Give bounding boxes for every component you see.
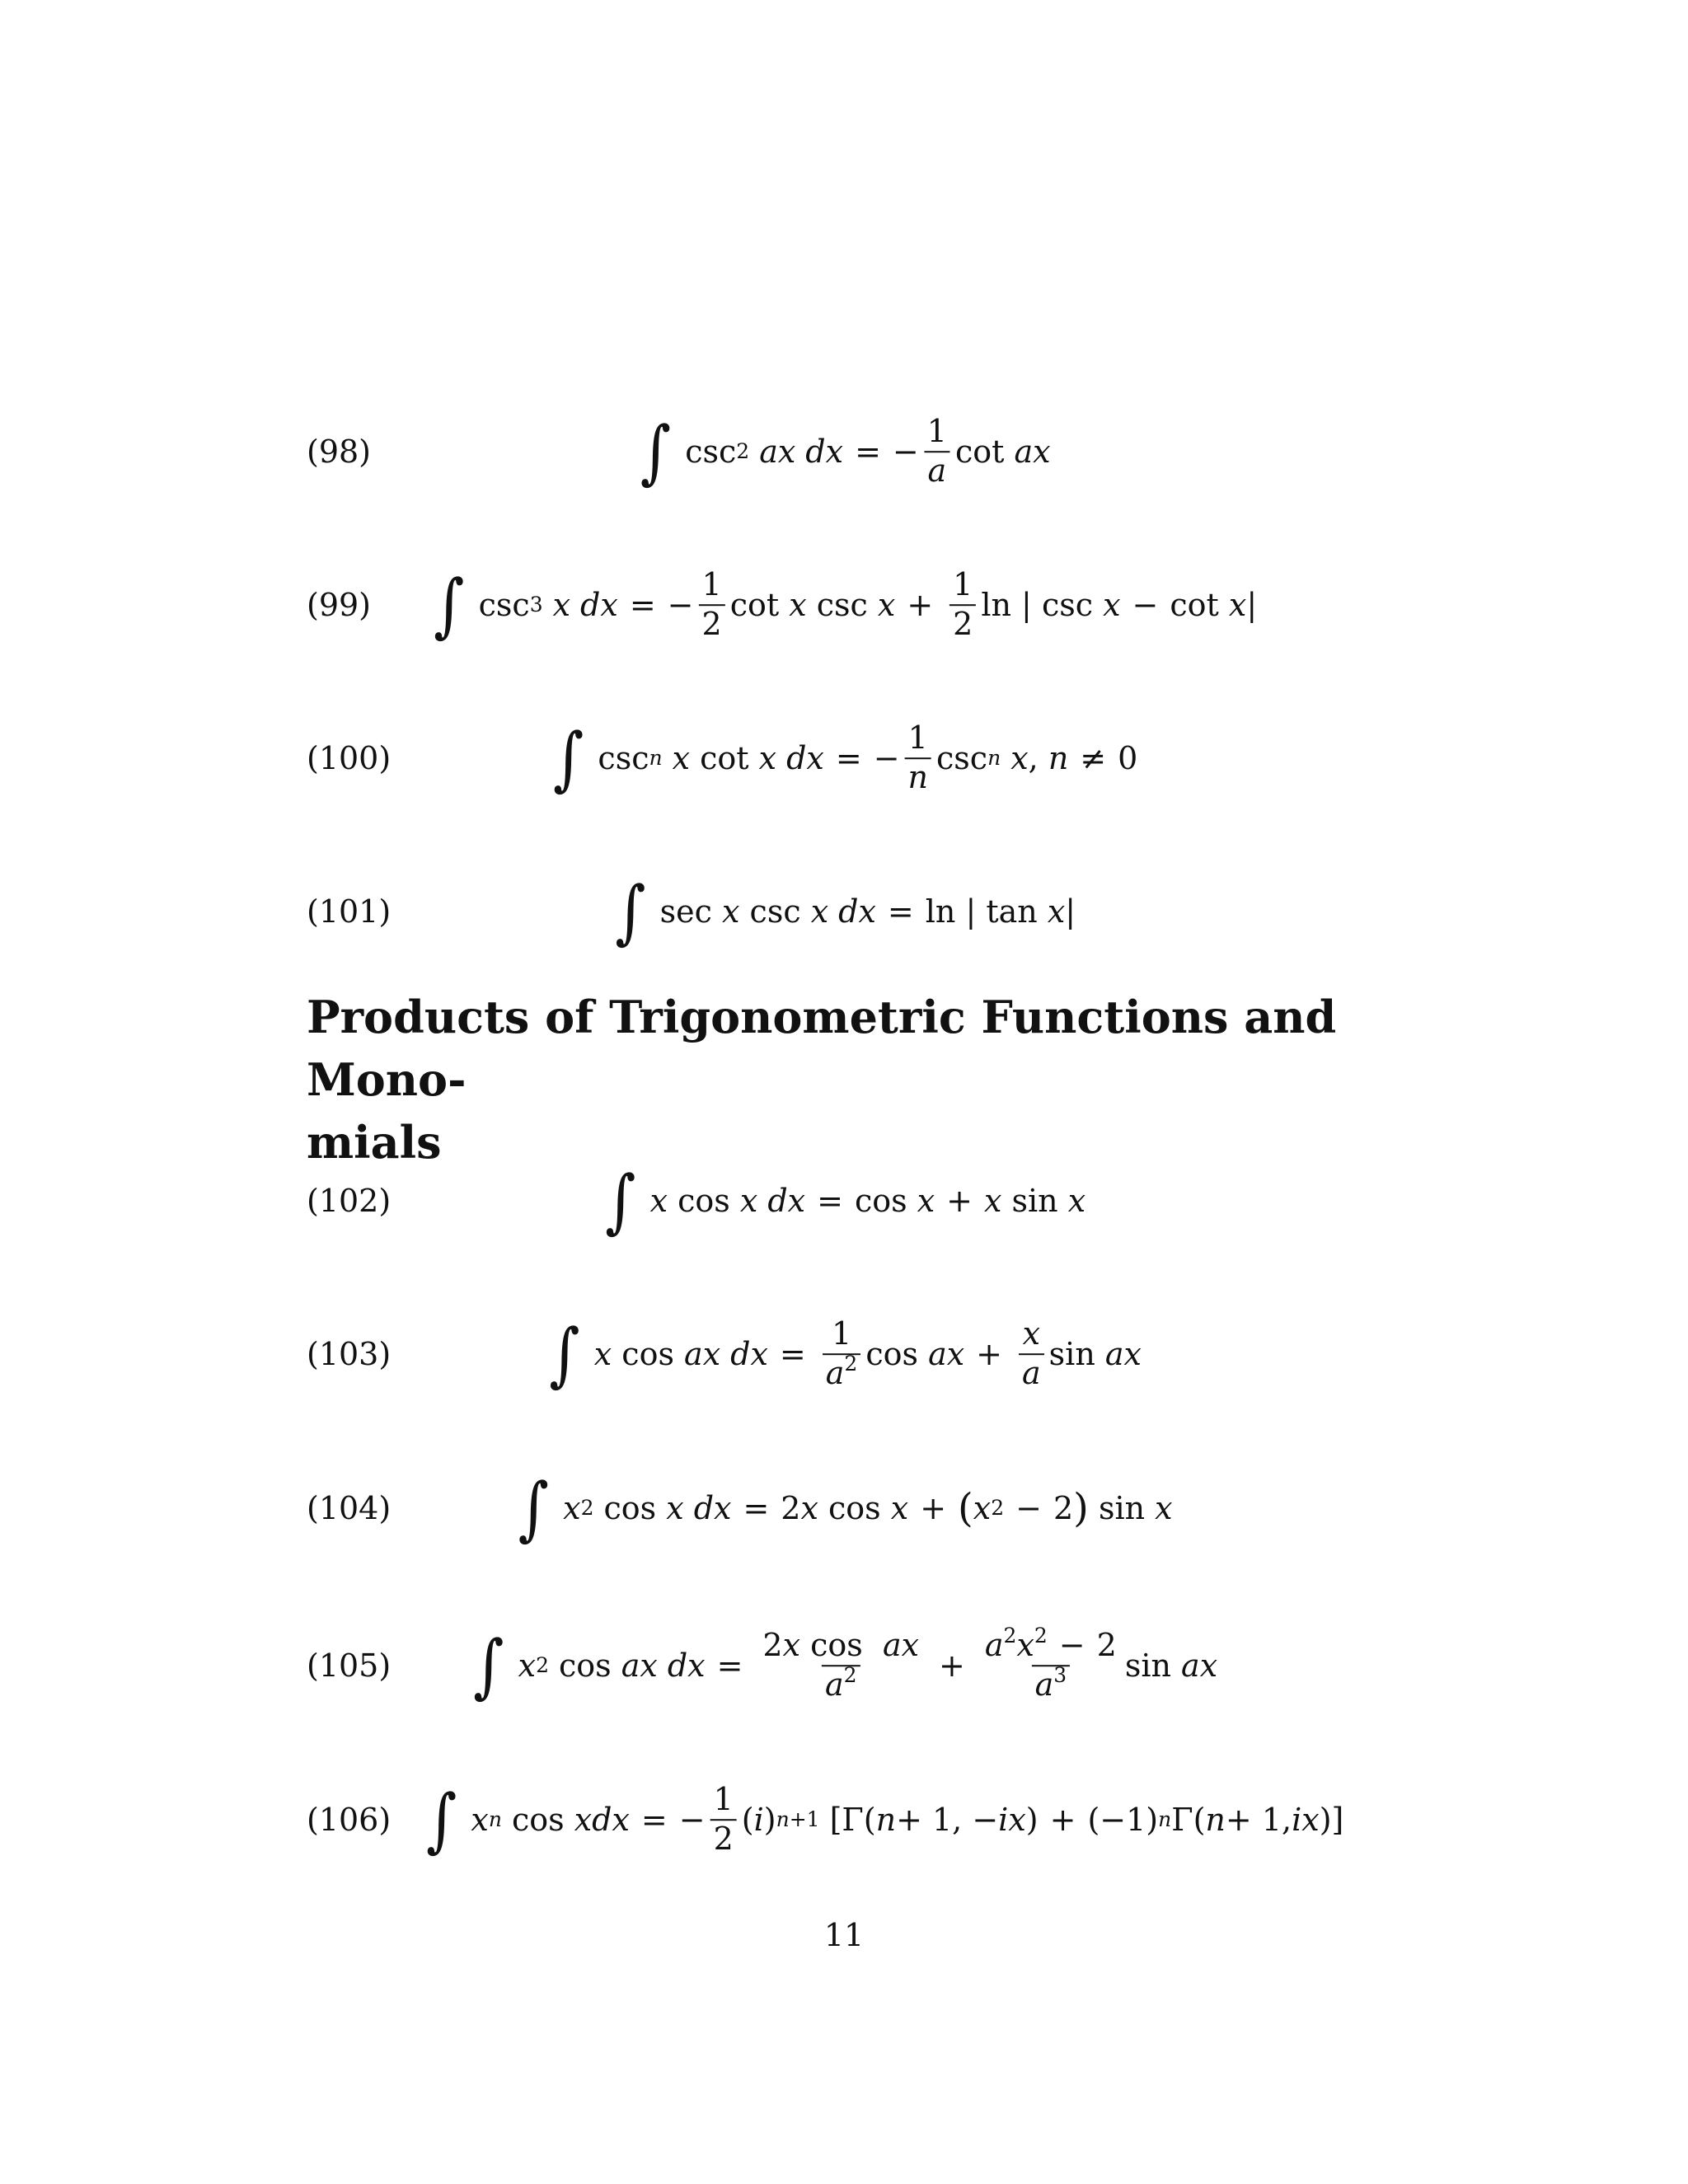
equation-102: ∫ x cos x dx = cos x + x sin x xyxy=(605,1160,1086,1241)
equation-number: (105) xyxy=(307,1647,392,1684)
equation-103: ∫ x cos ax dx = $\frac{1}{a^2}$ cos ax + $\frac{x}{a}$ sin ax xyxy=(549,1314,1142,1394)
equation-number: (104) xyxy=(307,1490,392,1526)
equation-number: (99) xyxy=(307,587,372,623)
equation-104: ∫ x 2 cos x dx = 2 x cos x + ( x 2 − 2 ) sin x xyxy=(518,1468,1173,1549)
equation-105: ∫ x 2 cos ax dx = $\frac{\text{2x cos ax}}{a^2}$ + $\frac{a^2x^2 - 2}{a^3}$ sin ax xyxy=(473,1624,1218,1706)
equation-number: (102) xyxy=(307,1183,392,1219)
equation-100: ∫ csc n x cot x dx = − $\frac{1}{n}$ csc n x , n ≠ 0 xyxy=(552,718,1138,799)
equation-98: ∫ csc 2 ax dx = − $\frac{1}{a}$ cot ax xyxy=(640,411,1051,492)
equation-99: ∫ csc 3 x dx = − $\frac{1}{2}$ cot x csc x + $\frac{1}{2}$ ln | csc x − cot x | xyxy=(434,565,1258,645)
equation-number: (103) xyxy=(307,1336,392,1372)
equation-101: ∫ sec x csc x dx = ln | tan x | xyxy=(615,871,1076,952)
equation-number: (101) xyxy=(307,893,392,930)
section-heading: Products of Trigonometric Functions and Mono- mials xyxy=(307,991,1337,1169)
equation-number: (106) xyxy=(307,1802,392,1838)
equation-number: (100) xyxy=(307,740,392,776)
page-number: 11 xyxy=(823,1917,865,1953)
equation-number: (98) xyxy=(307,434,372,470)
equation-106: ∫ x n cos xdx = − $\frac{1}{2}$ ( i ) n+1 [Γ( n + 1, − ix ) + (−1) n Γ( n + 1, ix )] xyxy=(425,1779,1344,1860)
